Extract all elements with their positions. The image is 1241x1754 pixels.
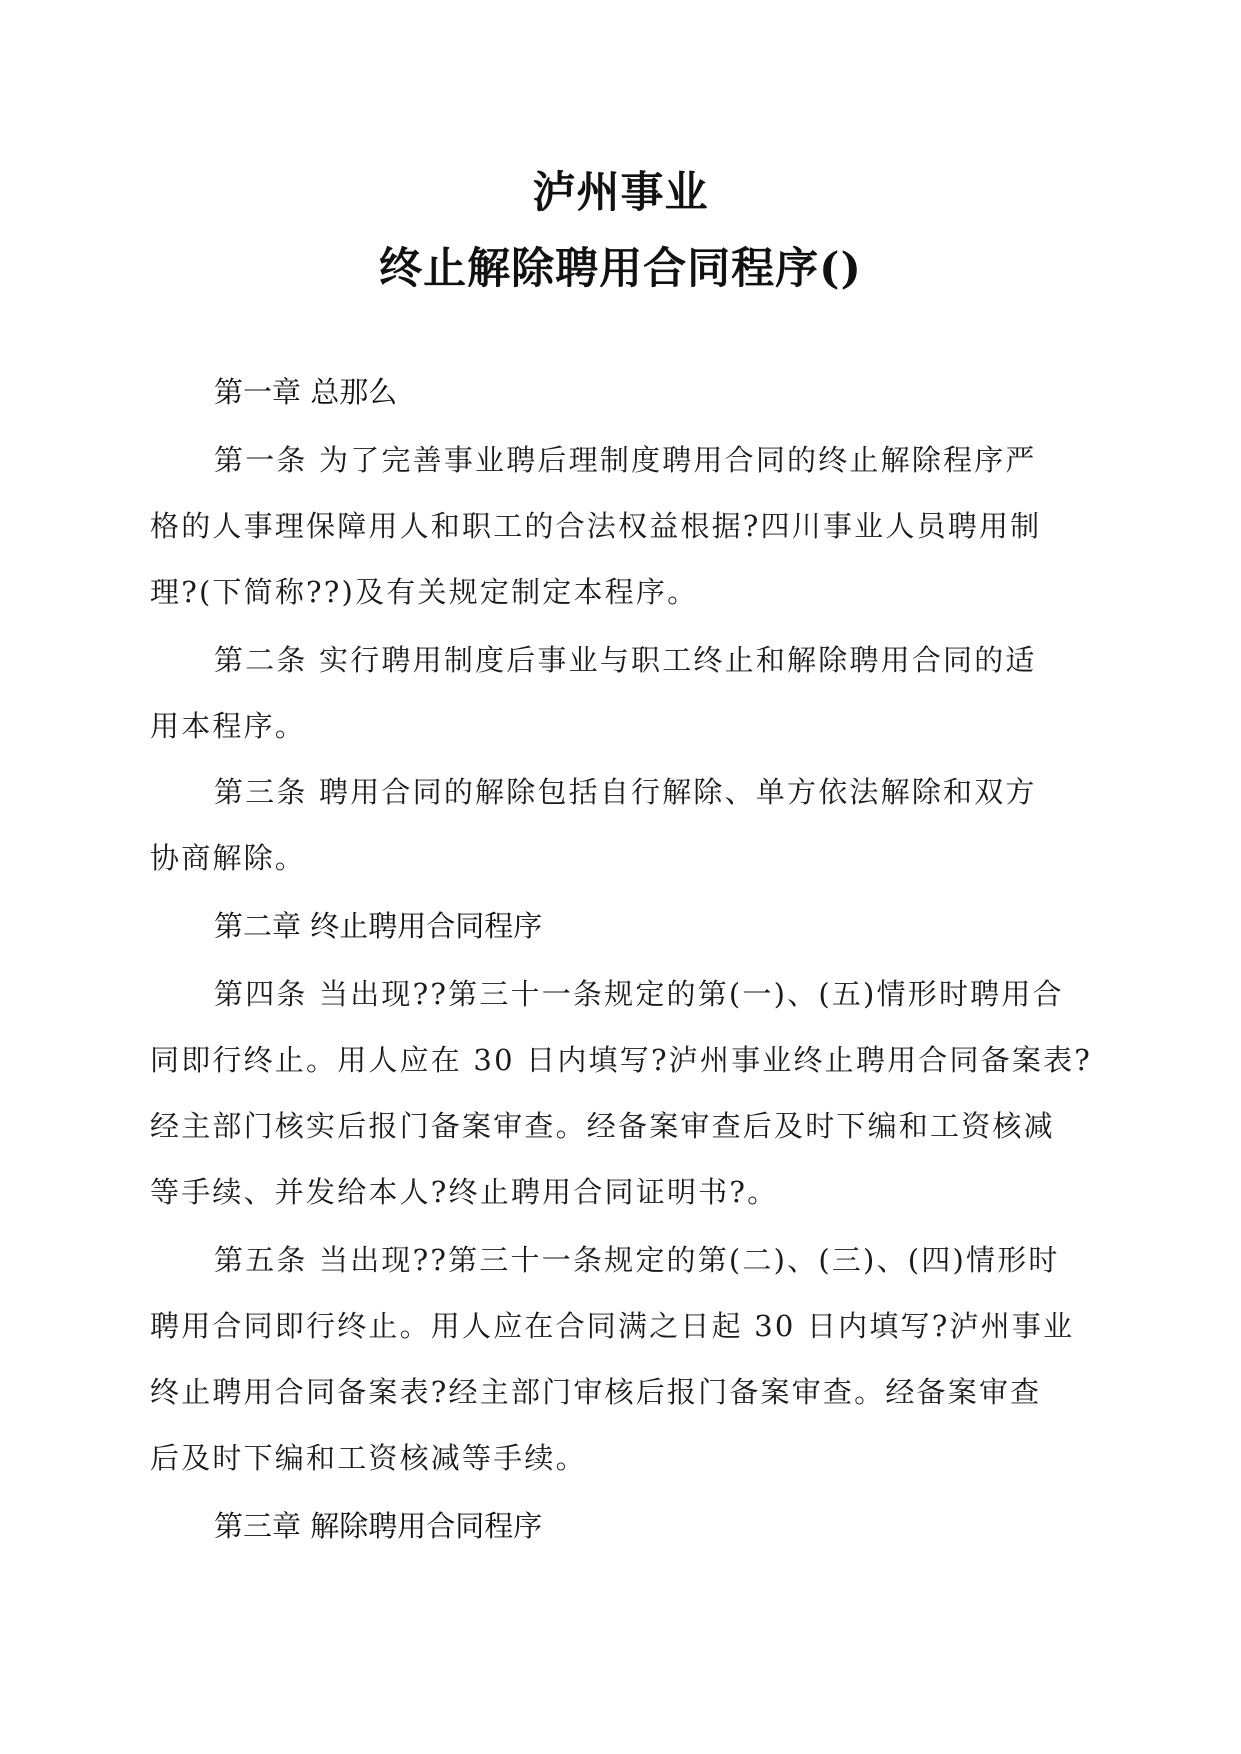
chapter-1-heading: 第一章 总那么 — [214, 375, 398, 409]
article-5-line-4: 后及时下编和工资核减等手续。 — [150, 1441, 587, 1475]
article-4-line-2: 同即行终止。用人应在 30 日内填写?泸州事业终止聘用合同备案表? — [150, 1043, 1093, 1077]
article-5-line-1: 第五条 当出现??第三十一条规定的第(二)、(三)、(四)情形时 — [214, 1243, 1060, 1277]
document-title-line-2: 终止解除聘用合同程序() — [379, 244, 862, 294]
article-3-line-1: 第三条 聘用合同的解除包括自行解除、单方依法解除和双方 — [214, 775, 1037, 809]
chapter-2-heading: 第二章 终止聘用合同程序 — [214, 909, 543, 943]
article-1-line-1: 第一条 为了完善事业聘后理制度聘用合同的终止解除程序严 — [214, 443, 1037, 477]
chapter-3-heading: 第三章 解除聘用合同程序 — [214, 1509, 543, 1543]
article-5-line-2: 聘用合同即行终止。用人应在合同满之日起 30 日内填写?泸州事业 — [150, 1309, 1075, 1343]
article-1-line-2: 格的人事理保障用人和职工的合法权益根据?四川事业人员聘用制 — [150, 509, 1042, 543]
article-3-line-2: 协商解除。 — [150, 841, 307, 875]
article-4-line-4: 等手续、并发给本人?终止聘用合同证明书?。 — [150, 1175, 779, 1209]
article-5-line-3: 终止聘用合同备案表?经主部门审核后报门备案审查。经备案审查 — [150, 1375, 1042, 1409]
article-2-line-2: 用本程序。 — [150, 709, 307, 743]
article-4-line-1: 第四条 当出现??第三十一条规定的第(一)、(五)情形时聘用合 — [214, 977, 1064, 1011]
article-1-line-3: 理?(下简称??)及有关规定制定本程序。 — [150, 575, 699, 609]
article-2-line-1: 第二条 实行聘用制度后事业与职工终止和解除聘用合同的适 — [214, 643, 1037, 677]
document-title-line-1: 泸州事业 — [532, 168, 709, 218]
article-4-line-3: 经主部门核实后报门备案审查。经备案审查后及时下编和工资核减 — [150, 1109, 1055, 1143]
